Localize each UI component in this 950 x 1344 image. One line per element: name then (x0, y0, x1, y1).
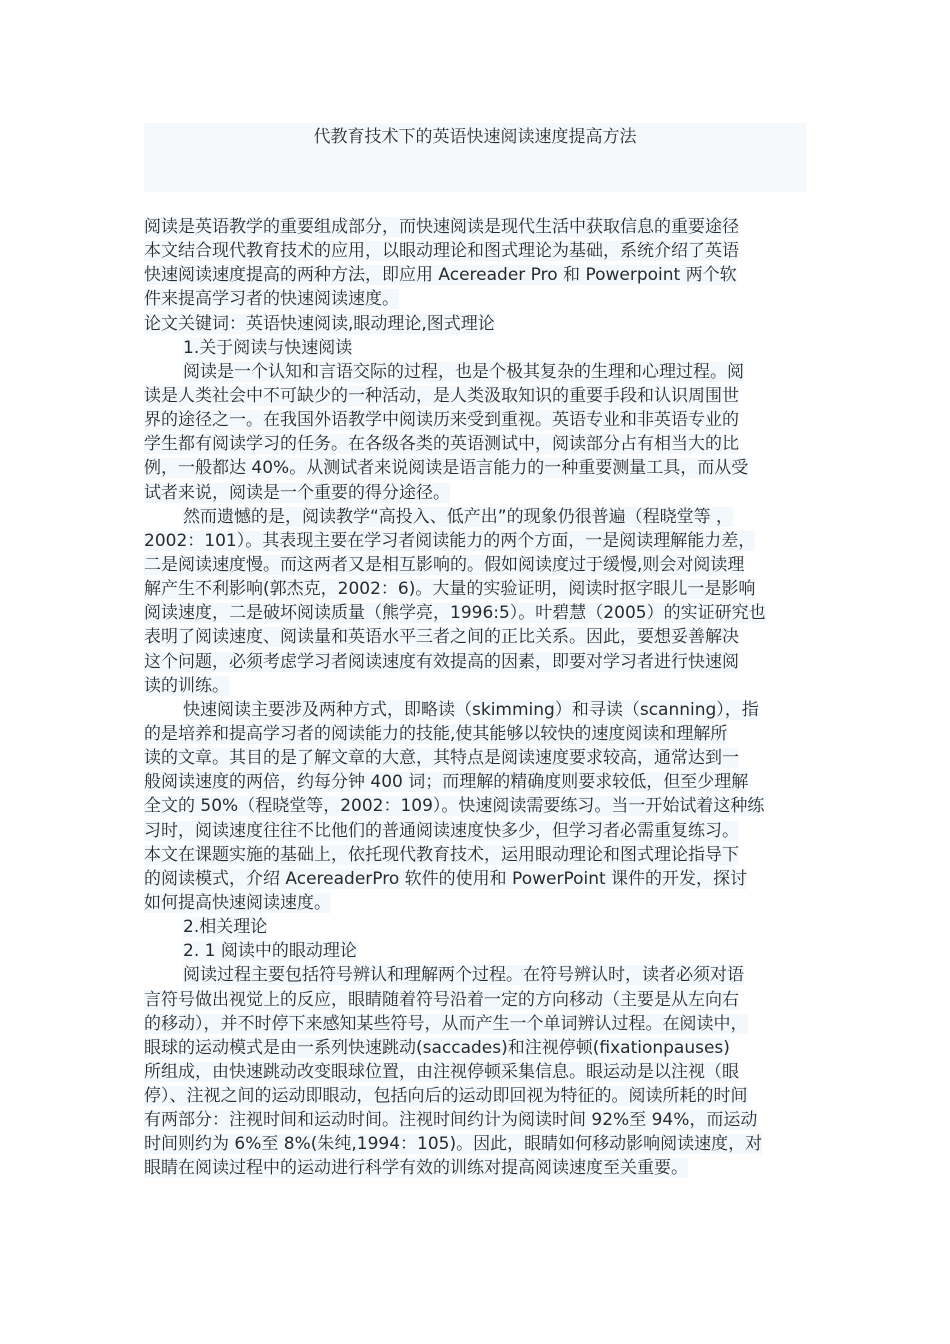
body-line-text: 快速阅读速度提高的两种方法，即应用 Acereader Pro 和 Powerpoint 两个软 (144, 265, 737, 286)
body-line (144, 263, 806, 287)
body-line (144, 553, 806, 577)
body-line-text: 本文在课题实施的基础上，依托现代教育技术，运用眼动理论和图式理论指导下 (144, 844, 739, 865)
body-line (144, 287, 806, 311)
body-line-text: 阅读速度，二是破坏阅读质量（熊学亮，1996:5）。叶碧慧（2005）的实证研究也 (144, 603, 766, 624)
body-line-text: 阅读过程主要包括符号辨认和理解两个过程。在符号辨认时，读者必须对语 (183, 965, 744, 986)
body-line (144, 601, 806, 625)
body-line-text: 读是人类社会中不可缺少的一种活动，是人类汲取知识的重要手段和认识周围世 (144, 385, 739, 406)
body-line-text: 全文的 50%（程晓堂等，2002：109）。快速阅读需要练习。当一开始试着这种练 (144, 796, 765, 817)
body-line-text: 学生都有阅读学习的任务。在各级各类的英语测试中，阅读部分占有相当大的比 (144, 434, 739, 455)
body-line-text: 界的途径之一。在我国外语教学中阅读历来受到重视。英语专业和非英语专业的 (144, 410, 739, 431)
body-line (144, 794, 806, 818)
body-line (144, 988, 806, 1012)
body-line-text: 试者来说，阅读是一个重要的得分途径。 (144, 482, 450, 503)
body-line (144, 1036, 806, 1060)
body-line (144, 915, 806, 939)
body-line-text: 例，一般都达 40%。从测试者来说阅读是语言能力的一种重要测量工具，而从受 (144, 458, 749, 479)
body-line (144, 1012, 806, 1036)
body-line-text: 眼球的运动模式是由一系列快速跳动(saccades)和注视停顿(fixationpauses) (144, 1037, 730, 1058)
body-line (144, 867, 806, 891)
body-line (144, 939, 806, 963)
body-line (144, 1060, 806, 1084)
body-line (144, 215, 806, 239)
document-title: 代教育技术下的英语快速阅读速度提高方法 (313, 127, 637, 147)
body-line-text: 习时，阅读速度往往不比他们的普通阅读速度快多少，但学习者必需重复练习。 (144, 820, 739, 841)
body-line (144, 698, 806, 722)
body-line-text: 2002：101）。其表现主要在学习者阅读能力的两个方面，一是阅读理解能力差， (144, 530, 756, 551)
body-line (144, 481, 806, 505)
body-line (144, 529, 806, 553)
body-line (144, 891, 806, 915)
body-line-text: 表明了阅读速度、阅读量和英语水平三者之间的正比关系。因此，要想妥善解决 (144, 627, 739, 648)
body-line-text: 所组成，由快速跳动改变眼球位置，由注视停顿采集信息。眼运动是以注视（眼 (144, 1061, 739, 1082)
body-line (144, 722, 806, 746)
body-line-text: 件来提高学习者的快速阅读速度。 (144, 289, 399, 310)
body-line-text: 这个问题，必须考虑学习者阅读速度有效提高的因素，即要对学习者进行快速阅 (144, 651, 739, 672)
body-line (144, 360, 806, 384)
body-line-text: 读的文章。其目的是了解文章的大意，其特点是阅读速度要求较高，通常达到一 (144, 748, 739, 769)
body-line (144, 505, 806, 529)
body-line-text: 本文结合现代教育技术的应用，以眼动理论和图式理论为基础，系统介绍了英语 (144, 241, 739, 262)
body-line (144, 456, 806, 480)
body-line-text: 如何提高快速阅读速度。 (144, 892, 331, 913)
body-line (144, 312, 806, 336)
body-line (144, 674, 806, 698)
body-line-text: 快速阅读主要涉及两种方式，即略读（skimming）和寻读（scanning），指 (183, 699, 759, 720)
body-line (144, 746, 806, 770)
body-line-text: 解产生不利影响(郭杰克，2002：6)。大量的实验证明，阅读时抠字眼儿一是影响 (144, 579, 756, 600)
body-line (144, 843, 806, 867)
body-line (144, 408, 806, 432)
body-line-text: 有两部分：注视时间和运动时间。注视时间约计为阅读时间 92%至 94%，而运动 (144, 1110, 758, 1131)
body-line-text: 眼睛在阅读过程中的运动进行科学有效的训练对提高阅读速度至关重要。 (144, 1158, 688, 1179)
body-line-text: 读的训练。 (144, 675, 229, 696)
body-line-text: 停）、注视之间的运动即眼动，包括向后的运动即回视为特征的。阅读所耗的时间 (144, 1086, 748, 1107)
body-line (144, 432, 806, 456)
body-line (144, 963, 806, 987)
body-line-text: 的阅读模式，介绍 AcereaderPro 软件的使用和 PowerPoint 课件的开发，探讨 (144, 868, 748, 889)
body-line (144, 336, 806, 360)
body-line (144, 770, 806, 794)
body-line-text: 言符号做出视觉上的反应，眼睛随着符号沿着一定的方向移动（主要是从左向右 (144, 989, 739, 1010)
body-line (144, 239, 806, 263)
body-line (144, 1084, 806, 1108)
body-line (144, 1108, 806, 1132)
body-line-text: 论文关键词：英语快速阅读,眼动理论,图式理论 (144, 313, 495, 334)
body-line (144, 1156, 806, 1180)
body-line-text: 般阅读速度的两倍，约每分钟 400 词；而理解的精确度则要求较低，但至少理解 (144, 772, 749, 793)
body-line-text: 2. 1 阅读中的眼动理论 (183, 941, 357, 962)
body-line-text: 二是阅读速度慢。而这两者又是相互影响的。假如阅读度过于缓慢,则会对阅读理 (144, 554, 745, 575)
body-line (144, 650, 806, 674)
body-line (144, 1132, 806, 1156)
body-line (144, 819, 806, 843)
body-line-text: 的移动），并不时停下来感知某些符号，从而产生一个单词辨认过程。在阅读中， (144, 1013, 748, 1034)
document-body (144, 215, 806, 1181)
body-line (144, 625, 806, 649)
body-line-text: 的是培养和提高学习者的阅读能力的技能,使其能够以较快的速度阅读和理解所 (144, 723, 728, 744)
body-line-text: 阅读是一个认知和言语交际的过程，也是个极其复杂的生理和心理过程。阅 (183, 361, 744, 382)
body-line-text: 然而遗憾的是，阅读教学“高投入、低产出”的现象仍很普遍（程晓堂等 ， (183, 506, 734, 527)
body-line-text: 2.相关理论 (183, 917, 268, 938)
body-line (144, 384, 806, 408)
body-line (144, 577, 806, 601)
body-line-text: 阅读是英语教学的重要组成部分，而快速阅读是现代生活中获取信息的重要途径 (144, 217, 739, 237)
body-line-text: 1.关于阅读与快速阅读 (183, 337, 353, 358)
body-line-text: 时间则约为 6%至 8%(朱纯,1994：105)。因此，眼睛如何移动影响阅读速度，对 (144, 1134, 763, 1155)
